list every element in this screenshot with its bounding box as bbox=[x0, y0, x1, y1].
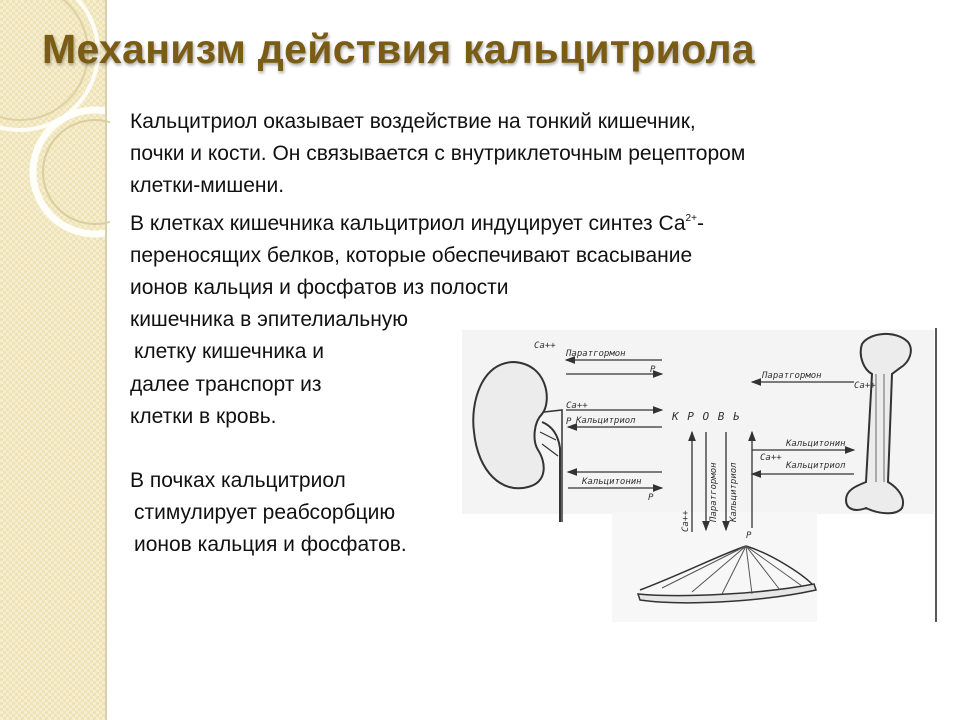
side-panel-border bbox=[105, 0, 107, 720]
p2-line-6: далее транспорт из bbox=[130, 372, 322, 396]
p2-line-1-suffix: - bbox=[696, 211, 704, 235]
kidney-p-bottom-label: P bbox=[648, 493, 654, 503]
kidney-ca-mid-label: Ca++ bbox=[566, 401, 588, 411]
bone-ca-mid-label: Ca++ bbox=[760, 453, 782, 463]
blood-label: К Р О В Ь bbox=[672, 410, 741, 423]
intestine-parathormone-label: Паратгормон bbox=[709, 462, 719, 522]
p2-line-1-text: В клетках кишечника кальцитриол индуцирует синтез Са bbox=[130, 211, 686, 235]
intestine-calcitriol-label: Кальцитриол bbox=[729, 462, 739, 522]
p2-line-7: клетки в кровь. bbox=[130, 404, 277, 428]
p2-line-5: клетку кишечника и bbox=[134, 340, 324, 364]
kidney-p-mid-label: P bbox=[566, 417, 572, 427]
bone-parathormone-label: Паратгормон bbox=[762, 371, 822, 381]
p2-line-1 bbox=[130, 203, 745, 240]
kidney-calcitriol-label: Кальцитриол bbox=[576, 416, 636, 426]
intestine-p-label: P bbox=[746, 531, 752, 541]
p2-line-4: кишечника в эпителиальную bbox=[130, 308, 409, 332]
p1-line-3: клетки-мишени. bbox=[130, 174, 285, 198]
bone-calcitriol-label: Кальцитриол bbox=[786, 461, 846, 471]
kidney-parathormone-label: Паратгормон bbox=[566, 349, 626, 359]
kidney-calcitonin-label: Кальцитонин bbox=[582, 477, 642, 487]
kidney-ca-top-label: Ca++ bbox=[534, 341, 556, 351]
bone-calcitonin-label: Кальцитонин bbox=[786, 439, 846, 449]
p2-line-3: ионов кальция и фосфатов из полости bbox=[130, 276, 509, 300]
ion-charge: 2+ bbox=[685, 212, 697, 224]
p3-line-2: стимулирует реабсорбцию bbox=[134, 501, 396, 525]
diagram-svg bbox=[462, 322, 940, 628]
p3-line-3: ионов кальция и фосфатов. bbox=[134, 533, 407, 557]
p2-line-2: переносящих белков, которые обеспечивают всасывание bbox=[130, 243, 693, 267]
intestine-ca-label: Ca++ bbox=[681, 510, 691, 532]
p1-line-1: Кальцитриол оказывает воздействие на тонкий кишечник, bbox=[130, 110, 696, 133]
diagram-background-lower bbox=[612, 512, 817, 622]
bone-ca-top-label: Ca++ bbox=[854, 381, 876, 391]
p3-line-1: В почках кальцитриол bbox=[130, 469, 346, 493]
calcium-regulation-diagram bbox=[462, 322, 940, 628]
slide-title: Механизм действия кальцитриола bbox=[42, 26, 755, 72]
p1-line-2: почки и кости. Он связывается с внутриклеточным рецептором bbox=[130, 142, 746, 166]
kidney-p-top-label: P bbox=[650, 365, 656, 375]
